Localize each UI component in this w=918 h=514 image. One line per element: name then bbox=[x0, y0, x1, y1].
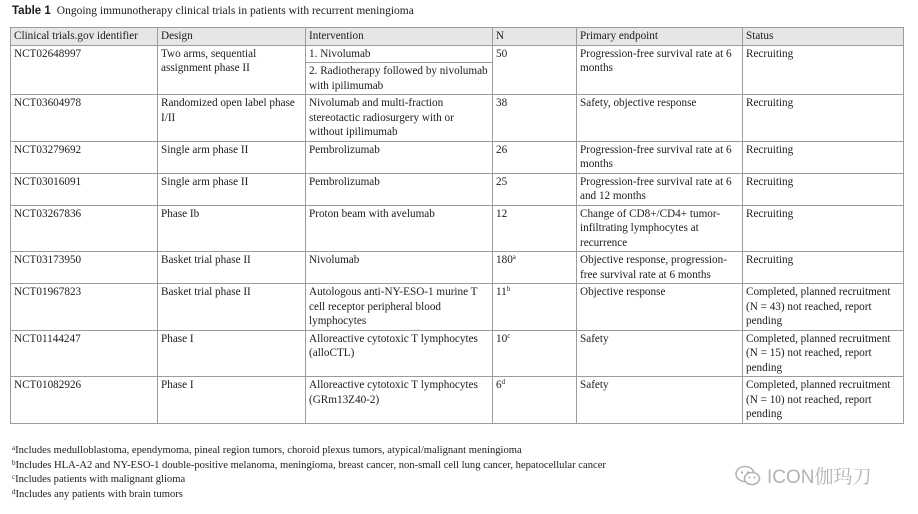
table-title bbox=[12, 5, 414, 17]
footnote-mark: d bbox=[501, 378, 506, 386]
trial-endpoint: Progression-free survival rate at 6 and 12 months bbox=[577, 173, 743, 205]
table-row bbox=[11, 330, 904, 377]
col-header-endpoint: Primary endpoint bbox=[577, 28, 743, 46]
trial-n bbox=[493, 284, 577, 331]
table-row bbox=[11, 377, 904, 424]
table-row bbox=[11, 284, 904, 331]
trial-endpoint: Progression-free survival rate at 6 months bbox=[577, 45, 743, 95]
trial-identifier: NCT01082926 bbox=[11, 377, 158, 424]
trial-status: Completed, planned recruitment (N = 15) not reached, report pending bbox=[743, 330, 904, 377]
trial-endpoint: Safety bbox=[577, 330, 743, 377]
trial-intervention: Nivolumab bbox=[306, 252, 493, 284]
trial-identifier: NCT03267836 bbox=[11, 205, 158, 252]
trial-n-value: 50 bbox=[496, 47, 508, 60]
trial-n-value: 25 bbox=[496, 175, 508, 188]
trial-design: Phase I bbox=[158, 330, 306, 377]
trial-design: Randomized open label phase I/II bbox=[158, 95, 306, 142]
trial-intervention: Autologous anti-NY-ESO-1 murine T cell receptor peripheral blood lymphocytes bbox=[306, 284, 493, 331]
table-row bbox=[11, 45, 904, 63]
table-caption: Ongoing immunotherapy clinical trials in patients with recurrent meningioma bbox=[56, 5, 414, 17]
trial-design: Phase Ib bbox=[158, 205, 306, 252]
trial-status: Recruiting bbox=[743, 252, 904, 284]
trial-status: Completed, planned recruitment (N = 43) not reached, report pending bbox=[743, 284, 904, 331]
trial-intervention: 1. Nivolumab bbox=[306, 45, 493, 63]
trial-identifier: NCT03016091 bbox=[11, 173, 158, 205]
trial-n-value: 6 bbox=[496, 379, 502, 391]
trial-status: Recruiting bbox=[743, 173, 904, 205]
trial-design: Basket trial phase II bbox=[158, 252, 306, 284]
trial-intervention: Proton beam with avelumab bbox=[306, 205, 493, 252]
table-body bbox=[11, 45, 904, 423]
table-row bbox=[11, 141, 904, 173]
trial-status: Recruiting bbox=[743, 205, 904, 252]
trial-n-value: 10 bbox=[496, 332, 508, 345]
trial-intervention: Pembrolizumab bbox=[306, 141, 493, 173]
trial-n-value: 38 bbox=[496, 97, 508, 109]
trial-intervention: Alloreactive cytotoxic T lymphocytes (alloCTL) bbox=[306, 330, 493, 377]
trial-identifier: NCT02648997 bbox=[11, 45, 158, 95]
col-header-intervention: Intervention bbox=[306, 28, 493, 46]
table-row bbox=[11, 205, 904, 252]
trial-status: Completed, planned recruitment (N = 10) not reached, report pending bbox=[743, 377, 904, 424]
trial-intervention: 2. Radiotherapy followed by nivolumab with ipilimumab bbox=[306, 63, 493, 95]
trial-intervention: Alloreactive cytotoxic T lymphocytes (GRm13Z40-2) bbox=[306, 377, 493, 424]
table-row bbox=[11, 95, 904, 142]
trial-n-value: 26 bbox=[496, 143, 508, 156]
trial-n bbox=[493, 252, 577, 284]
col-header-n: N bbox=[493, 28, 577, 46]
table-row bbox=[11, 252, 904, 284]
trial-status: Recruiting bbox=[743, 45, 904, 95]
trial-endpoint: Objective response bbox=[577, 284, 743, 331]
footnote-mark: c bbox=[507, 331, 511, 340]
trial-status: Recruiting bbox=[743, 95, 904, 142]
trial-status: Recruiting bbox=[743, 141, 904, 173]
wechat-icon bbox=[735, 465, 761, 487]
table-row bbox=[11, 173, 904, 205]
trial-endpoint: Safety, objective response bbox=[577, 95, 743, 142]
trial-endpoint: Progression-free survival rate at 6 months bbox=[577, 141, 743, 173]
trial-identifier: NCT03604978 bbox=[11, 95, 158, 142]
trial-n bbox=[493, 377, 577, 424]
footnotes bbox=[12, 444, 606, 502]
footnote-mark: a bbox=[512, 253, 516, 261]
trial-design: Basket trial phase II bbox=[158, 284, 306, 331]
trial-identifier: NCT03279692 bbox=[11, 141, 158, 173]
trial-intervention: Pembrolizumab bbox=[306, 173, 493, 205]
trial-n bbox=[493, 141, 577, 173]
watermark bbox=[735, 462, 872, 489]
trial-intervention: Nivolumab and multi-fraction stereotactic radiosurgery with or without ipilimumab bbox=[306, 95, 493, 142]
trial-identifier: NCT03173950 bbox=[11, 252, 158, 284]
trial-design: Phase I bbox=[158, 377, 306, 424]
trial-n bbox=[493, 45, 577, 95]
col-header-design: Design bbox=[158, 28, 306, 46]
trial-n bbox=[493, 330, 577, 377]
trial-n bbox=[493, 95, 577, 142]
trial-endpoint: Change of CD8+/CD4+ tumor-infiltrating lymphocytes at recurrence bbox=[577, 205, 743, 252]
trial-n-value: 12 bbox=[496, 207, 508, 220]
col-header-status: Status bbox=[743, 28, 904, 46]
trial-design: Single arm phase II bbox=[158, 141, 306, 173]
trial-endpoint: Objective response, progression-free survival rate at 6 months bbox=[577, 252, 743, 284]
trial-design: Single arm phase II bbox=[158, 173, 306, 205]
footnote: $^b$Includes HLA-A2 and NY-ESO-1 double-positive melanoma, meningioma, breast cancer, non-small cell lung cancer, hepatocellular cancer bbox=[12, 458, 606, 471]
trial-identifier: NCT01144247 bbox=[11, 330, 158, 377]
footnote: $^a$Includes medulloblastoma, ependymoma, pineal region tumors, choroid plexus tumors, atypical/malignant meningioma bbox=[12, 444, 522, 456]
footnote: $^c$Includes patients with malignant glioma bbox=[12, 473, 186, 486]
trial-n-value: 180 bbox=[496, 254, 513, 266]
footnote: $^d$Includes any patients with brain tumors bbox=[12, 487, 183, 500]
col-header-identifier: Clinical trials.gov identifier bbox=[11, 28, 158, 46]
trial-design: Two arms, sequential assignment phase II bbox=[158, 45, 306, 95]
trial-n bbox=[493, 205, 577, 252]
header-row bbox=[11, 28, 904, 46]
trial-identifier: NCT01967823 bbox=[11, 284, 158, 331]
watermark-text: ICON伽玛刀 bbox=[767, 467, 872, 488]
trial-endpoint: Safety bbox=[577, 377, 743, 424]
trials-table bbox=[10, 27, 904, 424]
table-label: Table 1 bbox=[12, 5, 51, 17]
footnote-mark: b bbox=[506, 285, 511, 293]
trial-n bbox=[493, 173, 577, 205]
trial-n-value: 11 bbox=[496, 286, 507, 298]
